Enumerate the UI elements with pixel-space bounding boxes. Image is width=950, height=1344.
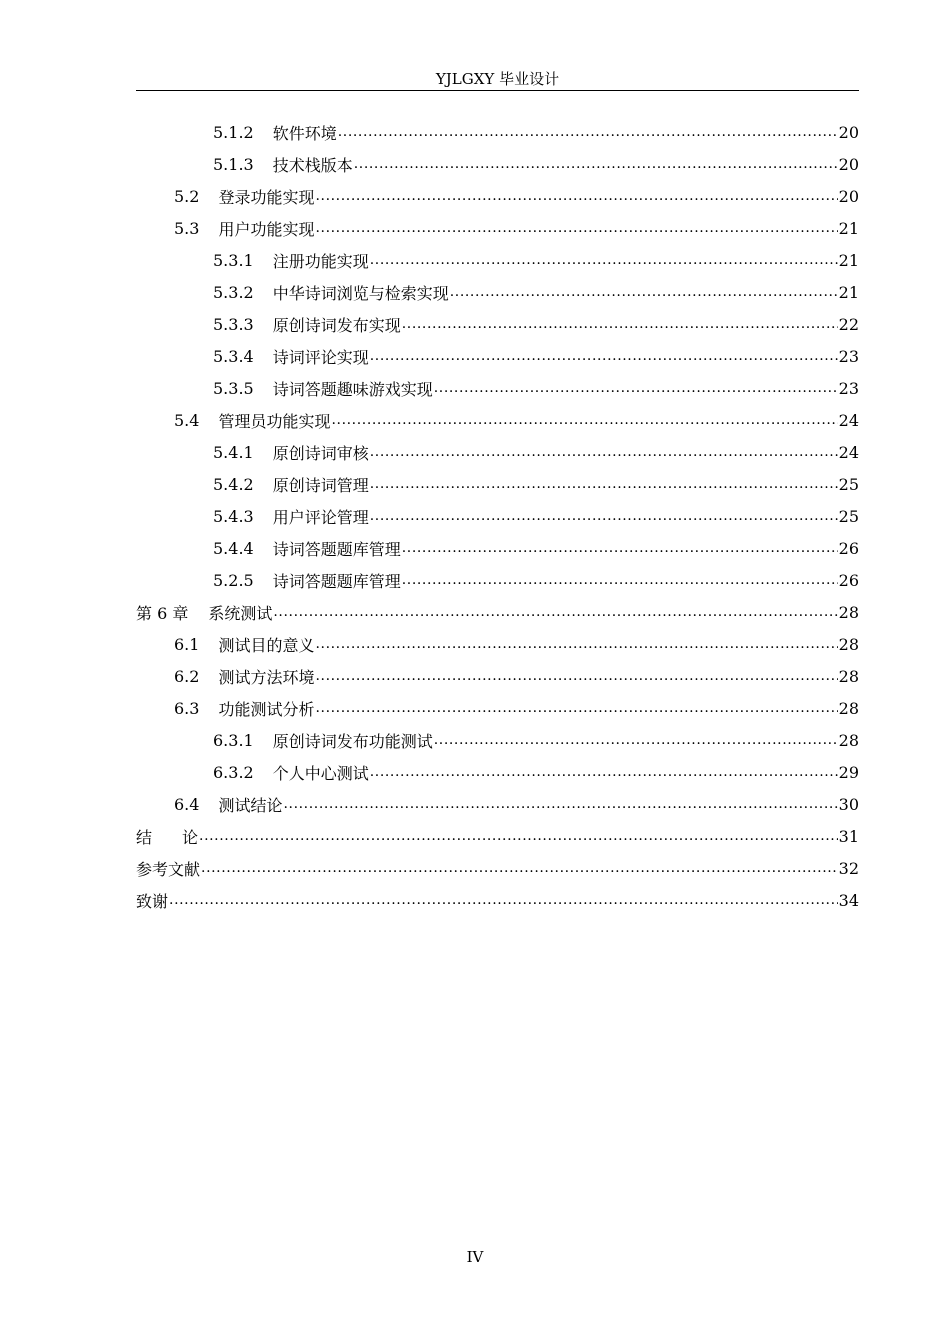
toc-dot-leader: [370, 475, 838, 493]
toc-dot-leader: [402, 315, 838, 333]
toc-entry[interactable]: [136, 180, 859, 212]
header-title: YJLGXY 毕业设计: [435, 70, 560, 88]
toc-entry-title: 原创诗词发布功能测试: [272, 731, 433, 751]
toc-entry-title: 诗词评论实现: [272, 347, 369, 367]
toc-entry-title: 诗词答题题库管理: [272, 539, 401, 559]
toc-entry-page: 20: [838, 154, 859, 174]
toc-dot-leader: [273, 603, 837, 621]
toc-entry-title: 中华诗词浏览与检索实现: [272, 283, 449, 303]
toc-entry[interactable]: [136, 628, 859, 660]
toc-entry-number: 5.4.2: [213, 474, 254, 494]
toc-entry-page: 29: [838, 762, 859, 782]
toc-entry[interactable]: [136, 500, 859, 532]
toc-entry-page: 26: [838, 570, 859, 590]
toc-entry[interactable]: [136, 788, 859, 820]
toc-entry-title: 原创诗词管理: [272, 475, 369, 495]
toc-entry-title: 管理员功能实现: [218, 411, 331, 431]
toc-dot-leader: [338, 123, 838, 141]
toc-entry[interactable]: [136, 692, 859, 724]
toc-dot-leader: [169, 891, 838, 909]
toc-entry-page: 28: [838, 730, 859, 750]
toc-entry-number: 5.3.1: [213, 250, 254, 270]
toc-entry-page: 26: [838, 538, 859, 558]
toc-entry-title: 原创诗词审核: [272, 443, 369, 463]
toc-entry-page: 21: [838, 218, 859, 238]
toc-entry-number: 5.3: [174, 218, 200, 238]
toc-entry-page: 32: [838, 858, 859, 878]
toc-entry-title: 结论: [136, 827, 229, 847]
toc-dot-leader: [283, 795, 837, 813]
toc-entry-title: 用户评论管理: [272, 507, 369, 527]
toc-dot-leader: [434, 731, 838, 749]
toc-entry-title: 软件环境: [272, 123, 337, 143]
toc-entry[interactable]: [136, 116, 859, 148]
toc-entry-number: 5.1.2: [213, 122, 254, 142]
toc-entry-title: 诗词答题趣味游戏实现: [272, 379, 433, 399]
toc-dot-leader: [370, 763, 838, 781]
table-of-contents: [136, 116, 859, 916]
toc-entry-number: 5.4.4: [213, 538, 254, 558]
toc-entry[interactable]: [136, 468, 859, 500]
toc-entry[interactable]: [136, 660, 859, 692]
toc-entry-title: 技术栈版本: [272, 155, 353, 175]
toc-entry-number: 第 6 章: [136, 603, 189, 623]
toc-entry-title: 测试目的意义: [218, 635, 315, 655]
toc-dot-leader: [201, 859, 838, 877]
toc-dot-leader: [370, 251, 838, 269]
toc-dot-leader: [315, 187, 837, 205]
toc-entry-number: 5.2.5: [213, 570, 254, 590]
toc-entry-title: 测试方法环境: [218, 667, 315, 687]
toc-entry-title: 参考文献: [136, 859, 201, 879]
toc-dot-leader: [315, 219, 837, 237]
toc-entry-number: 5.1.3: [213, 154, 254, 174]
toc-entry-page: 28: [838, 666, 859, 686]
toc-dot-leader: [315, 699, 837, 717]
page-footer: [0, 1248, 950, 1266]
toc-dot-leader: [331, 411, 837, 429]
toc-entry-page: 20: [838, 186, 859, 206]
toc-entry-page: 21: [838, 282, 859, 302]
toc-dot-leader: [315, 635, 837, 653]
toc-entry-title: 测试结论: [218, 795, 283, 815]
toc-dot-leader: [354, 155, 838, 173]
toc-dot-leader: [450, 283, 838, 301]
toc-entry-number: 5.4: [174, 410, 200, 430]
toc-dot-leader: [370, 507, 838, 525]
toc-entry[interactable]: [136, 436, 859, 468]
toc-entry-number: 6.1: [174, 634, 200, 654]
toc-entry-number: 5.3.5: [213, 378, 254, 398]
toc-entry[interactable]: [136, 564, 859, 596]
toc-entry-page: 21: [838, 250, 859, 270]
toc-entry[interactable]: [136, 596, 859, 628]
toc-entry[interactable]: [136, 404, 859, 436]
toc-entry-number: 5.3.3: [213, 314, 254, 334]
toc-entry-number: 6.3.1: [213, 730, 254, 750]
toc-entry-title: 个人中心测试: [272, 763, 369, 783]
toc-entry-page: 28: [838, 698, 859, 718]
toc-entry-title: 致谢: [136, 891, 169, 911]
toc-dot-leader: [402, 539, 838, 557]
toc-entry-title: 功能测试分析: [218, 699, 315, 719]
toc-entry[interactable]: [136, 820, 859, 852]
toc-entry-number: 5.4.1: [213, 442, 254, 462]
toc-dot-leader: [315, 667, 837, 685]
toc-entry-number: 5.4.3: [213, 506, 254, 526]
toc-entry-page: 34: [838, 890, 859, 910]
toc-entry[interactable]: [136, 212, 859, 244]
toc-entry-title: 登录功能实现: [218, 187, 315, 207]
toc-entry-number: 6.3: [174, 698, 200, 718]
toc-entry-page: 24: [838, 442, 859, 462]
toc-entry[interactable]: [136, 724, 859, 756]
toc-entry[interactable]: [136, 532, 859, 564]
toc-entry-page: 25: [838, 474, 859, 494]
page-header: [136, 68, 859, 91]
toc-entry[interactable]: [136, 852, 859, 884]
footer-page-number: IV: [466, 1248, 484, 1266]
toc-dot-leader: [370, 347, 838, 365]
toc-entry-title: 原创诗词发布实现: [272, 315, 401, 335]
toc-entry-page: 28: [838, 602, 859, 622]
toc-dot-leader: [402, 571, 838, 589]
toc-entry[interactable]: [136, 372, 859, 404]
toc-entry[interactable]: [136, 340, 859, 372]
toc-entry-page: 31: [838, 826, 859, 846]
toc-entry[interactable]: [136, 244, 859, 276]
toc-entry-page: 28: [838, 634, 859, 654]
toc-entry-title: 注册功能实现: [272, 251, 369, 271]
toc-entry-title: 用户功能实现: [218, 219, 315, 239]
toc-entry[interactable]: [136, 756, 859, 788]
toc-entry-number: 5.3.2: [213, 282, 254, 302]
toc-entry-number: 6.2: [174, 666, 200, 686]
toc-entry-page: 30: [838, 794, 859, 814]
toc-entry[interactable]: [136, 884, 859, 916]
toc-dot-leader: [370, 443, 838, 461]
toc-entry-number: 6.3.2: [213, 762, 254, 782]
toc-entry-number: 5.3.4: [213, 346, 254, 366]
toc-dot-leader: [434, 379, 838, 397]
toc-entry[interactable]: [136, 276, 859, 308]
toc-entry-page: 25: [838, 506, 859, 526]
toc-entry-number: 5.2: [174, 186, 200, 206]
toc-entry[interactable]: [136, 148, 859, 180]
toc-dot-leader: [199, 827, 838, 845]
toc-entry-title: 诗词答题题库管理: [272, 571, 401, 591]
toc-entry-page: 23: [838, 378, 859, 398]
toc-entry-page: 22: [838, 314, 859, 334]
toc-entry[interactable]: [136, 308, 859, 340]
toc-entry-number: 6.4: [174, 794, 200, 814]
toc-entry-page: 20: [838, 122, 859, 142]
toc-entry-page: 24: [838, 410, 859, 430]
toc-entry-title: 系统测试: [208, 603, 273, 623]
toc-entry-page: 23: [838, 346, 859, 366]
